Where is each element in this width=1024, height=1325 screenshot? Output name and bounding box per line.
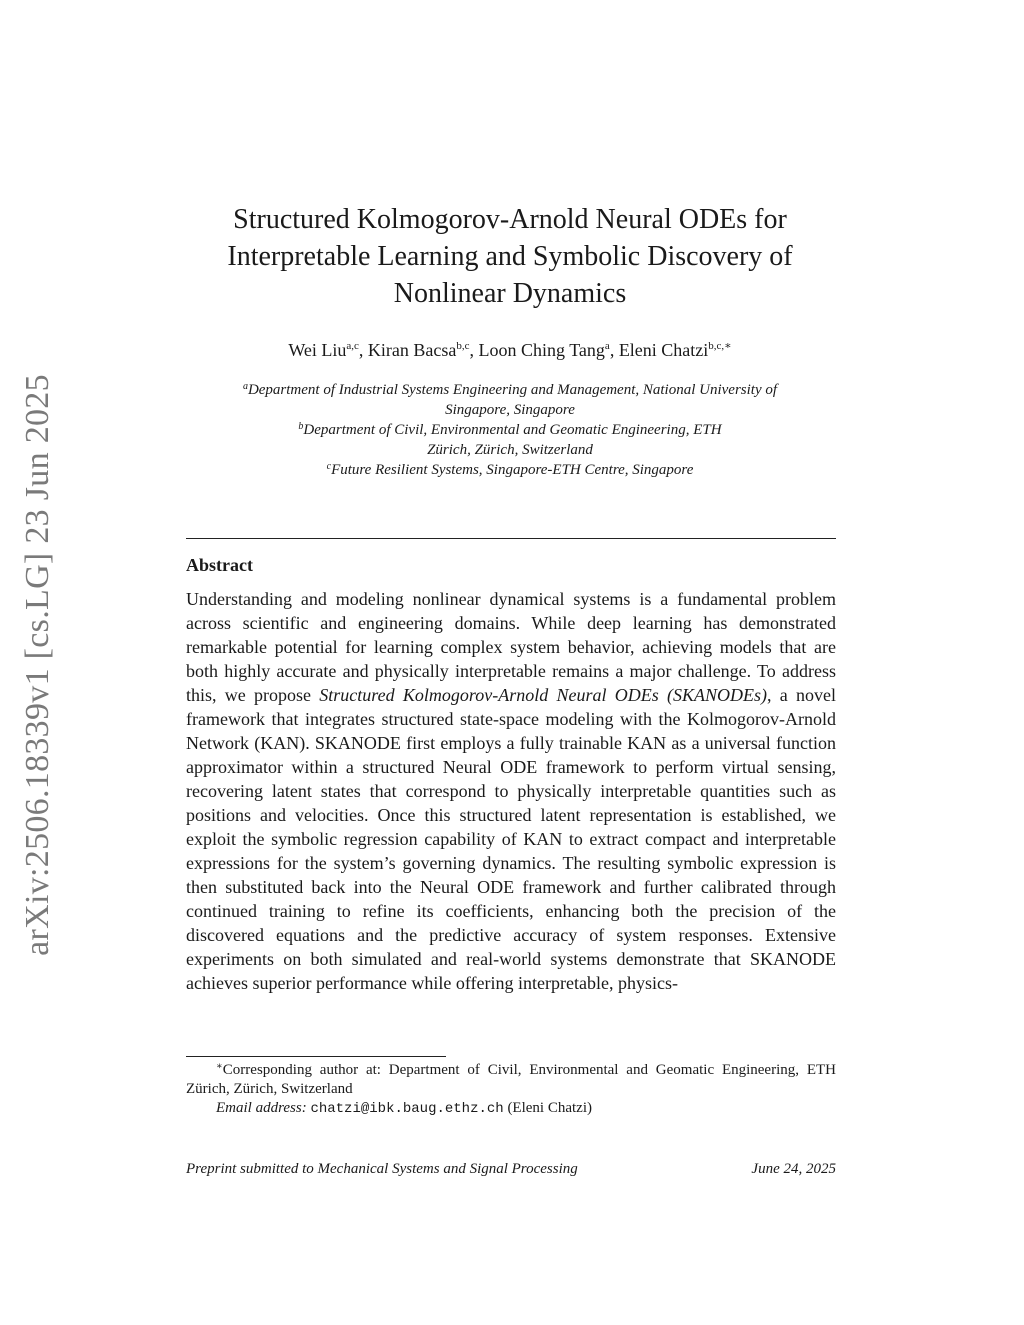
- email-address[interactable]: chatzi@ibk.baug.ethz.ch: [310, 1101, 504, 1117]
- abstract-divider: [186, 538, 836, 539]
- author-list: Wei Liu$^{a,c}$, Kiran Bacsa$^{b,c}$, Loon Ching Tang$^a$, Eleni Chatzi$^{b,c,∗}$: [288, 340, 732, 360]
- title-line: Nonlinear Dynamics: [393, 278, 627, 309]
- abstract-heading: Abstract: [186, 555, 253, 575]
- corresponding-author-note: ∗Corresponding author at: Department of Civil, Environmental and Geomatic Engineering, ETH Zürich, Zürich, Switzerland: [186, 1061, 836, 1097]
- affiliation-marker: a: [604, 340, 610, 352]
- method-name: Structured Kolmogorov-Arnold Neural ODEs (SKANODEs): [319, 685, 767, 705]
- footnote-divider: [186, 1056, 446, 1057]
- affiliation-marker: b,c,∗: [708, 340, 732, 352]
- paper-title: [180, 201, 840, 312]
- journal-note: Preprint submitted to Mechanical Systems and Signal Processing: [186, 1161, 578, 1177]
- affiliations: [200, 380, 820, 480]
- page-footer: [186, 1161, 836, 1178]
- author: Eleni Chatzi$^{b,c,∗}$: [618, 340, 732, 360]
- author: Kiran Bacsa$^{b,c}$: [367, 340, 470, 360]
- footer-date: June 24, 2025: [751, 1161, 836, 1177]
- author: Wei Liu$^{a,c}$: [288, 340, 359, 360]
- affiliation-a-cont: Singapore, Singapore: [445, 402, 575, 418]
- affiliation-marker: a,c: [346, 340, 359, 352]
- affiliation-c: $^c$Future Resilient Systems, Singapore-ETH Centre, Singapore: [326, 461, 694, 478]
- title-line: Structured Kolmogorov-Arnold Neural ODEs for: [233, 204, 787, 235]
- affiliation-a: $^a$Department of Industrial Systems Engineering and Management, National University of: [242, 381, 778, 398]
- email-line: Email address: chatzi@ibk.baug.ethz.ch (Eleni Chatzi): [216, 1100, 592, 1117]
- affiliation-b: $^b$Department of Civil, Environmental and Geomatic Engineering, ETH: [298, 421, 722, 438]
- author: Loon Ching Tang$^a$: [478, 340, 610, 360]
- footnote: [186, 1061, 836, 1119]
- title-line: Interpretable Learning and Symbolic Discovery of: [227, 241, 793, 272]
- arxiv-identifier-stamp: arXiv:2506.18339v1 [cs.LG] 23 Jun 2025: [19, 374, 56, 956]
- affiliation-b-cont: Zürich, Zürich, Switzerland: [427, 442, 593, 458]
- affiliation-marker: b,c: [456, 340, 470, 352]
- abstract-text: Understanding and modeling nonlinear dynamical systems is a fundamental problem across scientific and engineering domains. While deep learning has demonstrated remarkable potential for learning complex system behavior, achieving models that are both highly accurate and physically interpretable remains a major challenge. To address this, we propose Structured Kolmogorov-Arnold Neural ODEs (SKANODEs), a novel framework that integrates structured state-space modeling with the Kolmogorov-Arnold Network (KAN). SKANODE first employs a fully trainable KAN as a universal function approximator within a structured Neural ODE framework to perform virtual sensing, recovering latent states that correspond to physically interpretable quantities such as positions and velocities. Once this structured latent representation is established, we exploit the symbolic regression capability of KAN to extract compact and interpretable expressions for the system’s governing dynamics. The resulting symbolic expression is then substituted back into the Neural ODE framework and further calibrated through continued training to refine its coefficients, enhancing both the precision of the discovered equations and the predictive accuracy of system responses. Extensive experiments on both simulated and real-world systems demonstrate that SKANODE achieves superior performance while offering interpretable, physics-: [186, 589, 836, 993]
